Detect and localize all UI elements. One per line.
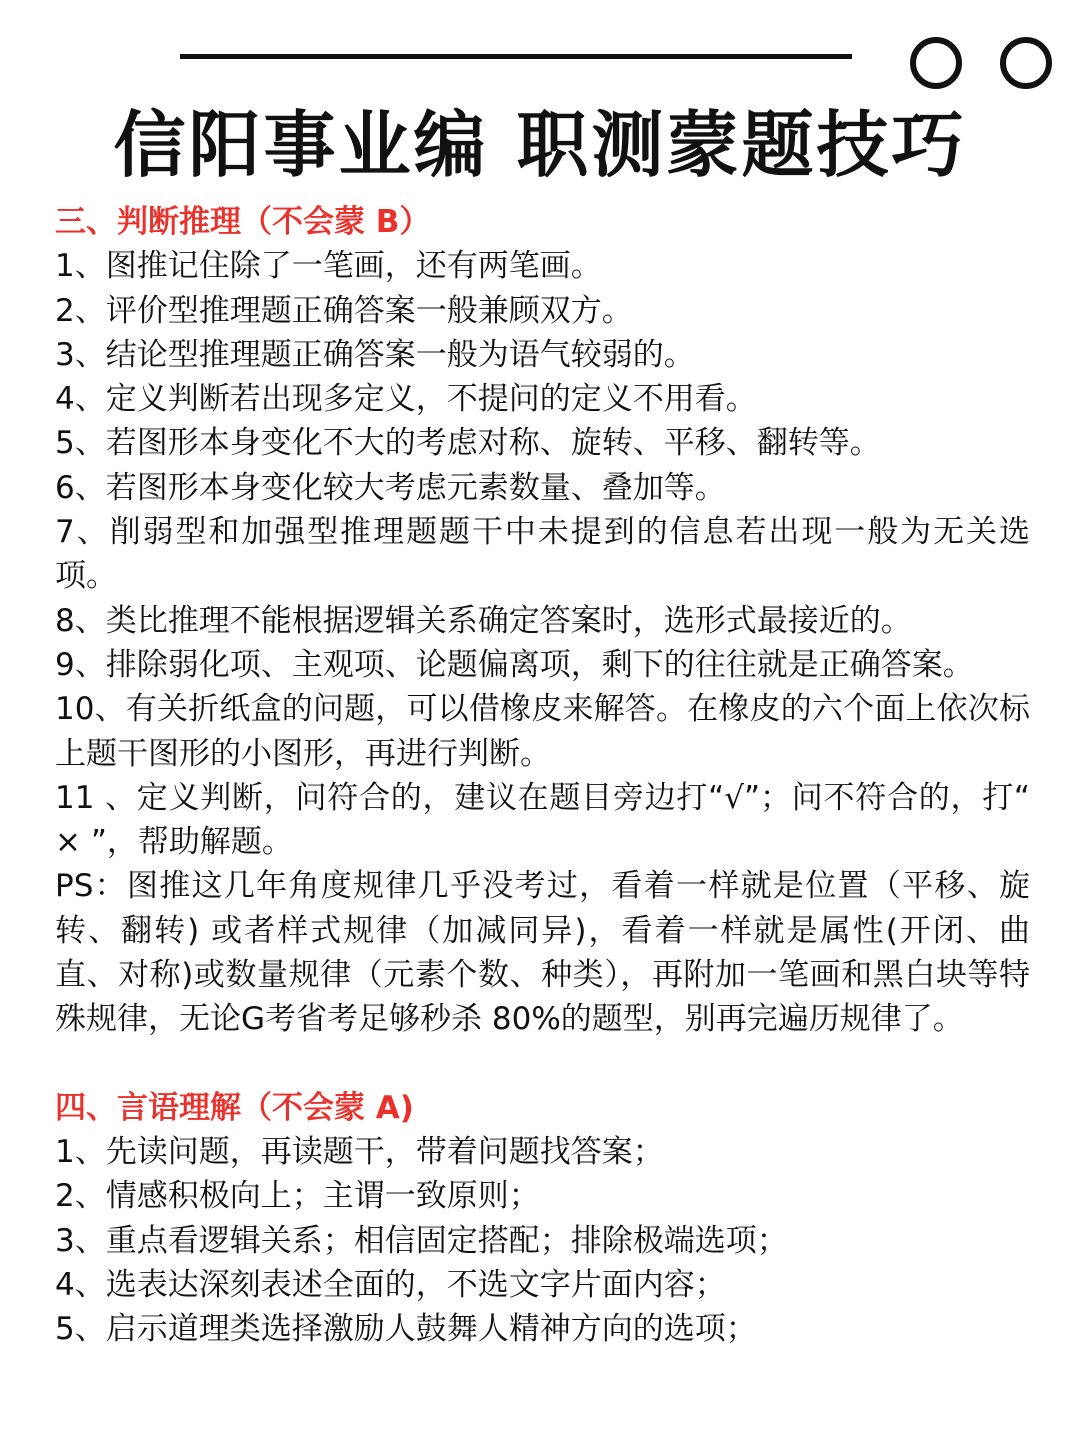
list-item: 2、情感积极向上；主谓一致原则； (55, 1178, 540, 1215)
decorative-top-line (180, 54, 852, 59)
page-title: 信阳事业编 职测蒙题技巧 (113, 103, 967, 187)
list-item: 3、重点看逻辑关系；相信固定搭配；排除极端选项； (55, 1222, 788, 1259)
list-item: 11 、定义判断，问符合的，建议在题目旁边打“√”；问不符合的，打“ × ”，帮助解题。 (55, 779, 1030, 861)
list-item: 1、先读问题，再读题干，带着问题找答案； (55, 1133, 664, 1170)
list-item: 1、图推记住除了一笔画，还有两笔画。 (55, 248, 602, 285)
list-item: 10、有关折纸盒的问题，可以借橡皮来解答。在橡皮的六个面上依次标上题干图形的小图形，再进行判断。 (55, 691, 1030, 772)
circle-icon (1000, 37, 1052, 89)
list-item: 6、若图形本身变化较大考虑元素数量、叠加等。 (55, 469, 726, 506)
list-item: 5、若图形本身变化不大的考虑对称、旋转、平移、翻转等。 (55, 425, 881, 462)
list-item: 7、削弱型和加强型推理题题干中未提到的信息若出现一般为无关选项。 (55, 514, 1030, 595)
list-item: 9、排除弱化项、主观项、论题偏离项，剩下的往往就是正确答案。 (55, 646, 974, 683)
section-heading-judgment-reasoning: 三、判断推理（不会蒙 B） (55, 204, 431, 240)
circle-icon (910, 37, 962, 89)
section-spacer (55, 1042, 1030, 1086)
list-item: 2、评价型推理题正确答案一般兼顾双方。 (55, 292, 633, 329)
list-item: 3、结论型推理题正确答案一般为语气较弱的。 (55, 336, 695, 373)
list-item: 8、类比推理不能根据逻辑关系确定答案时，选形式最接近的。 (55, 602, 912, 639)
list-item: 4、选表达深刻表述全面的，不选文字片面内容； (55, 1266, 726, 1303)
section-heading-verbal-comprehension: 四、言语理解（不会蒙 A) (55, 1089, 414, 1126)
list-item: 4、定义判断若出现多定义，不提问的定义不用看。 (55, 381, 757, 418)
ps-note: PS：图推这几年角度规律几乎没考过，看着一样就是位置（平移、旋转、翻转) 或者样式规律（加减同异)，看着一样就是属性(开闭、曲直、对称)或数量规律（元素个数、种类），再附加一笔画和黑白块等特殊规律，无论G考省考足够秒杀 80%的题型，别再完遍历规律了。 (55, 868, 1030, 1038)
list-item: 5、启示道理类选择激励人鼓舞人精神方向的选项； (55, 1311, 757, 1348)
tips-content (55, 200, 1030, 1351)
